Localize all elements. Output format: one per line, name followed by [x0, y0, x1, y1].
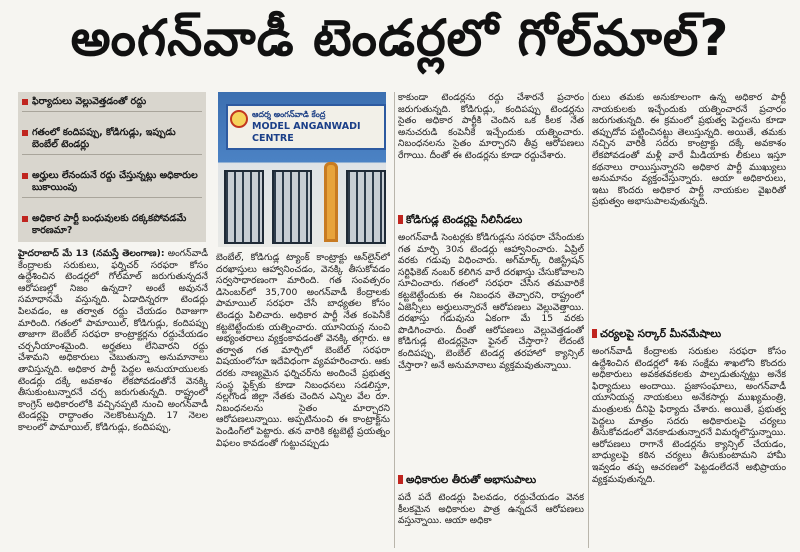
column-1-body: అంగన్‌వాడీ కేంద్రాలకు సరుకులు, ఫర్నిచర్ సరఫరా కోసం ఉద్దేశించిన టెండర్లలో గోల్‌మాల్ జరుగుతున్నదనే ఆరోపణల్లో నిజం ఉన్నదా? అంటే అవుననే సమాధానమే వస్తున్నది. ఏడాదిన్నరగా టెండర్లు పిలవడం, ఆ తర్వాత రద్దు చేయడం రివాజుగా మారింది. గతంలో పామాయిల్, కోడిగుడ్లు, కందిపప్పు తాజాగా బెంబేల్ సరఫరా కాంట్రాక్టర్లను రద్దుచేయడం చర్చనీయాంశమైంది. అర్హతలు లేనివారని రద్దు చేశామని అధికారులు చెబుతున్నా అనుమానాలు తావిస్తున్నది. అధికార పార్టీ పెద్దల అనుయాయులకు టెండర్లు దక్కే అవకాశం లేకపోవడంతోనే వెనక్కి తీసుకుంటున్నారనే చర్చ జరుగుతున్నది. రాష్ట్రంలో కాంగ్రెస్ అధికారంలోకి వచ్చినప్పటి నుంచి అంగన్‌వాడీ టెండర్లపై రాద్ధాంతం నెలకొంటున్నది. 17 నెలల కాలంలో పామాయిల్, కోడిగుడ్లు, కందిపప్పు,	[18, 248, 208, 433]
column-3-body-mid: అంగన్‌వాడీ సెంటర్లకు కోడిగుడ్లను సరఫరా చేసేందుకు గత మార్చి 30న టెండర్లు ఆహ్వానించారు. ఏప్రిల్ వరకు గడువు విధించారు. అగ్‌మార్క్ రిజిస్ట్రేషన్ సర్టిఫికెట్ నంబర్ కలిగిన వారే దరఖాస్తు చేసుకోవాలని సూచించారు. గతంలో సరఫరా చేసిన తమవారికే కట్టబెట్టేందుకు ఈ నిబంధన తెచ్చారని, రాష్ట్రంలో ఏజెన్సీలు అర్హులున్నారనే ఆరోపణలు వెల్లువెత్తాయి. దరఖాస్తు గడువును ఏకంగా మే 15 వరకు పొడిగించారు. దీంతో ఆరోపణలు వెల్లువెత్తడంతో కోడిగుడ్ల టెండర్లనైనా ఫైనల్ చేస్తారా? లేదంటే కందిపప్పు, బెంబేల్ టెండర్ల తరహాలో క్యాన్సిల్ చేస్తారా? అనే అనుమానాలు వ్యక్తమవుతున్నాయి.	[398, 232, 584, 371]
column-4-body-bottom: అంగన్‌వాడీ కేంద్రాలకు సరుకుల సరఫరా కోసం ఉద్దేశించిన టెండర్లలో శిశు సంక్షేమ శాఖలోని కొందరు అధికారులు అవకతవకలకు పాల్పడుతున్నట్టు అనేక ఫిర్యాదులు అందాయి. ప్రజాసంఘాలు, అంగన్‌వాడీ యూనియన్ల నాయకులు అనేకసార్లు ముఖ్యమంత్రి, మంత్రులకు దీనిపై ఫిర్యాదు చేశారు. అయితే, ప్రభుత్వ పెద్దలు మాత్రం సదరు అధికారులపై చర్యలు తీసుకోవడంలో వెనకాడుతున్నారనే విమర్శలొస్తున్నాయి. ఆరోపణలు రాగానే టెండర్లను క్యాన్సిల్ చేయడం, బాధ్యులపై కఠిన చర్యలు తీసుకుంటామని హామీ ఇవ్వడం తప్ప ఆచరణలో పెట్టడంలేదనే అభిప్రాయం వ్యక్తమవుతున్నది.	[592, 346, 786, 485]
bullet-square-icon	[22, 216, 28, 222]
column-4-bottom	[592, 346, 786, 550]
column-4-body-top: రులు తమకు అనుకూలంగా ఉన్న అధికార పార్టీ నాయకులకు ఇచ్చేందుకు యత్నించారనే ప్రచారం జరుగుతున్నది. ఈ క్రమంలో ప్రభుత్వ పెద్దలను కూడా తప్పుదోవ పట్టించినట్టు తెలుస్తున్నది. అయితే, తమకు నచ్చిన వారికి సదరు కాంట్రాక్టు దక్కే అవకాశం లేకపోవడంతో మళ్లీ వారే మీడియాకు లీకులు ఇస్తూ కథనాలు రాయిస్తున్నారని అధికార పార్టీ ముఖ్యులు అనుమానం వ్యక్తంచేస్తున్నారు. ఆయా అధికారులు, ఇటు కొందరు అధికార పార్టీ నాయకుల వైఖరితో ప్రభుత్వం అభాసుపాలవుతున్నది.	[592, 92, 786, 208]
headline: అంగన్‌వాడీ టెండర్లలో గోల్‌మాల్?	[70, 8, 730, 67]
highlight-text: అర్హులు లేనందునే రద్దు చేస్తున్నట్లు అధికారుల బుకాయింపు	[32, 170, 198, 193]
anganwadi-photo	[218, 92, 386, 247]
highlight-item	[22, 213, 202, 240]
bullet-square-icon	[22, 99, 28, 105]
subhead-eggs: కోడిగుడ్ల టెండర్లపై నీలినీడలు	[398, 214, 584, 229]
window-grill	[346, 170, 386, 244]
highlight-text: అధికార పార్టీ బంధువులకు దక్కకపోవడమే కారణమా?	[32, 213, 187, 236]
column-3-mid	[398, 232, 584, 472]
centre-signboard	[226, 104, 386, 150]
column-3-body-bottom: పదే పదే టెండర్లు పిలవడం, రద్దుచేయడం వెనక కీలకమైన అధికారుల పాత్ర ఉన్నదనే ఆరోపణలు వస్తున్నాయి. ఆయా అధికా	[398, 492, 584, 527]
column-divider	[394, 92, 395, 548]
bullet-square-icon	[22, 130, 28, 136]
column-3-body-top: కాకుండా టెండర్లను రద్దు చేశారనే ప్రచారం జరుగుతున్నది. కోడిగుడ్లు, కందిపప్పు టెండర్లను సైతం అధికార పార్టీకి చెందిన ఒక కీలక నేత అనుచరుడి కంపెనీకే ఇచ్చేందుకు యత్నించారు. నిబంధనలను సైతం మార్చారని తీవ్ర ఆరోపణలు రేగాయి. దీంతో ఈ టెండర్లను కూడా రద్దుచేశారు.	[398, 92, 584, 161]
column-3-bottom	[398, 492, 584, 550]
highlight-text: గతంలో కందిపప్పు, కోడిగుడ్లు, ఇప్పుడు బెంబేల్ టెండర్లు	[32, 127, 176, 150]
highlight-item	[22, 127, 202, 155]
column-2-body: బెంబేల్, కోడిగుడ్ల ట్యాంక్ కాంట్రాక్టు ఆన్‌లైన్‌లో దరఖాస్తులు ఆహ్వానించడం, వెనక్కి తీసుకోవడం సర్వసాధారణంగా మారింది. గత సంవత్సరం డిసెంబర్‌లో 35,700 అంగన్‌వాడీ కేంద్రాలకు పామాయిల్ సరఫరా చేసే బాధ్యతల కోసం టెండర్లు పిలిచారు. అధికార పార్టీ నేత కంపెనీకే కట్టబెట్టేందుకు యత్నించారు. యూనియన్ల నుంచి అభ్యంతరాలు వ్యక్తంకావడంతో వెనక్కి తగ్గారు. ఆ తర్వాత గత మార్చిలో బెంబేల్ సరఫరా విషయంలోనూ ఇదేవిధంగా వ్యవహరించారు. ఆకు దరకు నాణ్యమైన ఫర్నిచర్‌ను అందించే ప్రభుత్వ సంస్థ ఫ్లెక్స్‌కు కూడా నిబంధనలు సడలిస్తూ, నల్లగొండ జిల్లా నేతకు చెందిన ఎన్నిల వేల రూ. నిబంధనలను సైతం మార్చారని ఆరోపణలున్నాయి. అప్పటినుంచి ఈ కాంట్రాక్ట్‌ను పెండింగ్‌లో పెట్టారు. తన వారికి కట్టబెట్టే ప్రయత్నం విఫలం కావడంతో గుట్టుచప్పుడు	[216, 252, 390, 449]
highlights-box	[18, 92, 206, 242]
window-grill	[224, 170, 264, 244]
column-divider	[588, 92, 589, 548]
signboard-telugu: ఆదర్శ అంగన్‌వాడి కేంద్ర	[252, 110, 326, 119]
giraffe-painting	[324, 162, 338, 242]
highlight-text: ఫిర్యాదులు వెల్లువెత్తడంతో రద్దు	[32, 96, 147, 107]
window-grill	[272, 170, 312, 244]
bullet-square-icon	[22, 173, 28, 179]
subhead-officials: అధికారుల తీరుతో అభాసుపాలు	[398, 474, 584, 489]
column-4-top	[592, 92, 786, 324]
column-3-top	[398, 92, 584, 210]
emblem-icon	[230, 110, 248, 128]
signboard-english: MODEL ANGANWADI CENTRE	[252, 121, 361, 144]
highlight-item	[22, 96, 202, 112]
highlight-item	[22, 170, 202, 198]
subhead-government: చర్యలపై సర్కార్ మీనమేషాలు	[592, 328, 786, 343]
column-2	[216, 252, 390, 548]
column-1	[18, 248, 208, 548]
dateline: హైదరాబాద్ మే 13 (నమస్తే తెలంగాణ):	[18, 248, 165, 259]
